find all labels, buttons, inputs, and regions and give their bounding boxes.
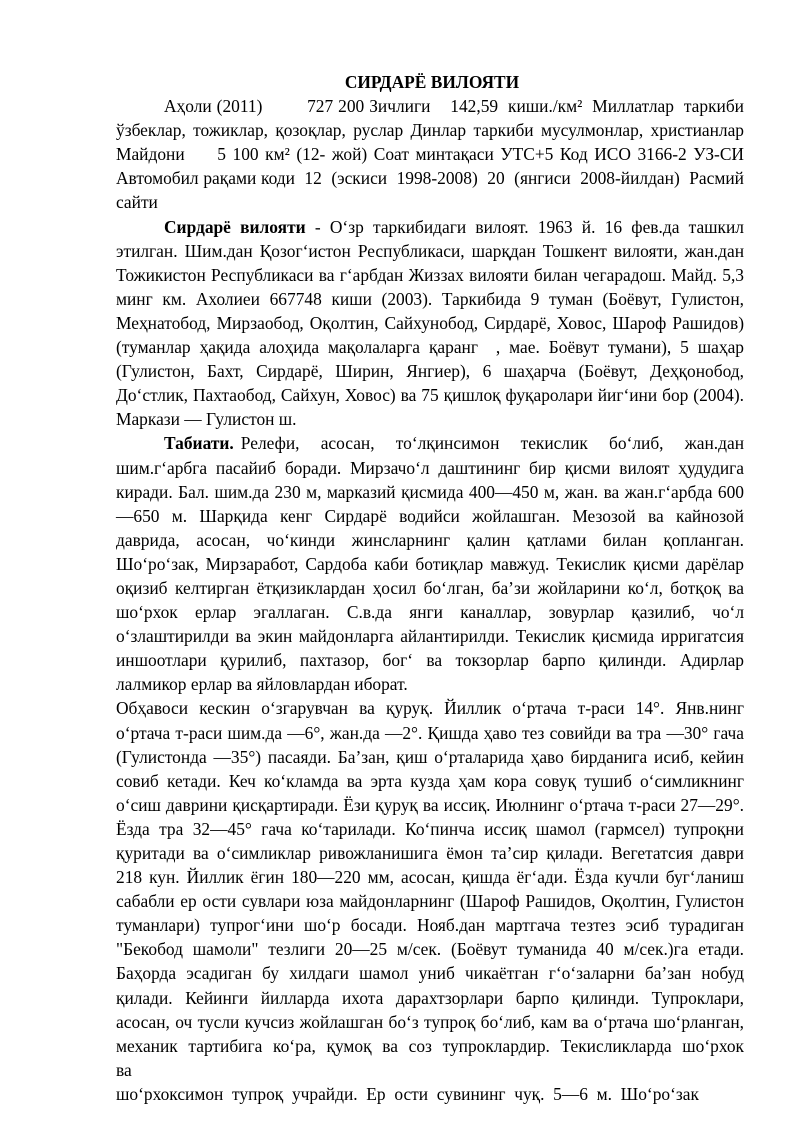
intro-paragraph — [116, 215, 744, 432]
text-line — [116, 937, 744, 961]
line-text: —650 м. Шарқида кенг Сирдарё водийси жойлашган. Мезозой ва кайнозой — [116, 505, 744, 526]
line-text: киради. Бал. шим.да 230 м, марказий қисмида 400—450 м, жан. ва жан.гʻарбда 600 — [116, 481, 744, 502]
line-text: "Бекобод шамоли" тезлиги 20—25 м/сек. (Боёвут туманида 40 м/сек.)га етади. — [116, 939, 744, 960]
line-text: Релефи, асосан, тоʻлқинсимон текислик боʻлиб, жан.дан — [233, 433, 744, 454]
text-line — [116, 311, 744, 335]
text-line — [116, 359, 744, 383]
text-line — [116, 986, 744, 1010]
document-page — [116, 70, 753, 1106]
text-line — [116, 793, 744, 817]
text-line — [116, 431, 744, 455]
text-line — [116, 1010, 744, 1034]
page-title: СИРДАРЁ ВИЛОЯТИ — [344, 72, 520, 92]
bold-term: Сирдарё вилояти — [164, 216, 306, 237]
line-text: шоʻрхок ерлар эгаллаган. С.в.да янги каналлар, зовурлар қазилиб, чоʻл — [116, 602, 744, 623]
text-line — [116, 913, 744, 937]
text-line — [116, 142, 744, 166]
line-text: - Оʻзр таркибидаги вилоят. 1963 й. 16 фев.да ташкил — [305, 216, 744, 237]
text-line — [116, 287, 744, 311]
line-text: Тожикистон Республикаси ва гʻарбдан Жиззах вилояти билан чегарадош. Майд. 5,3 — [116, 264, 744, 285]
line-text: 218 кун. Йиллик ёгин 180—220 мм, асосан, қишда ёгʻади. Ёзда кучли бугʻланиш — [116, 867, 744, 888]
text-line — [116, 624, 744, 648]
line-text: Обҳавоси кескин оʻзгарувчан ва қуруқ. Йиллик оʻртача т-раси 14°. Янв.нинг — [116, 698, 744, 719]
line-text: (Гулистонда —35°) пасаяди. Баʼзан, қиш оʻрталарида ҳаво бирданига исиб, кейин — [116, 746, 744, 767]
text-line — [116, 480, 744, 504]
line-text: шоʻрхоксимон тупроқ учрайди. Ер ости сувининг чуқ. 5—6 м. Шоʻроʻзак — [116, 1083, 699, 1104]
climate-paragraph — [116, 696, 753, 1106]
text-line — [116, 383, 744, 407]
text-line — [116, 190, 744, 214]
text-line — [116, 648, 744, 672]
line-text: даврида, асосан, чоʻкинди жинсларнинг қалин қатлами билан қопланган. — [116, 529, 744, 550]
text-line — [116, 1082, 744, 1106]
text-line — [116, 961, 744, 985]
text-line — [116, 672, 744, 696]
line-text: сайти — [116, 192, 158, 213]
text-line — [116, 745, 744, 769]
text-line — [116, 552, 744, 576]
line-text: (Гулистон, Бахт, Сирдарё, Ширин, Янгиер), 6 шаҳарча (Боёвут, Деҳқонобод, — [116, 361, 744, 382]
text-line — [116, 817, 744, 841]
line-text: оʻсиш даврини қисқартиради. Ёзи қуруқ ва иссиқ. Июлнинг оʻртача т-раси 27—29°. — [116, 794, 744, 815]
text-line — [116, 721, 744, 745]
text-line — [116, 215, 744, 239]
line-text: Автомобил рақами коди 12 (эскиси 1998-2008) 20 (янгиси 2008-йилдан) Расмий — [116, 168, 744, 189]
text-line — [116, 865, 744, 889]
line-text: Маркази — Гулистон ш. — [116, 409, 297, 430]
text-line — [116, 263, 744, 287]
text-line — [116, 841, 744, 865]
text-line — [116, 696, 744, 720]
line-text: Баҳорда эсадиган бу хилдаги шамол униб чикаётган гʻоʻзаларни баʼзан нобуд — [116, 963, 744, 984]
text-line — [116, 504, 744, 528]
text-line — [116, 1034, 753, 1082]
line-text: шим.гʻарбга пасайиб боради. Мирзачоʻл даштининг бир қисми вилоят ҳудудига — [116, 457, 744, 478]
line-text: оʻртача т-раси шим.да —6°, жан.да —2°. Қишда ҳаво тез совийди ва тра —30° гача — [116, 722, 744, 743]
text-line — [116, 456, 744, 480]
line-text: қилади. Кейинги йилларда ихота дарахтзорлари барпо қилинди. Тупроклари, — [116, 987, 744, 1008]
bold-term: Табиати. — [164, 433, 234, 454]
text-line — [116, 166, 744, 190]
text-line — [116, 118, 744, 142]
nature-paragraph — [116, 431, 744, 696]
line-text: асосан, оч тусли кучсиз жойлашган боʻз тупроқ боʻлиб, кам ва оʻртача шоʻрланган, — [116, 1011, 744, 1032]
line-text: ўзбеклар, тожиклар, қозоқлар, руслар Динлар таркиби мусулмонлар, христианлар — [116, 120, 744, 141]
text-line — [116, 889, 744, 913]
line-text: совиб кетади. Кеч коʻкламда ва эрта кузда ҳам кора совуқ тушиб оʻсимликнинг — [116, 770, 744, 791]
line-text: Меҳнатобод, Мирзаобод, Оқолтин, Сайхунобод, Сирдарё, Ховос, Шароф Рашидов) — [116, 312, 744, 333]
line-text: Аҳоли (2011) 727 200 Зичлиги 142,59 киши./км² Миллатлар таркиби — [164, 96, 744, 117]
line-text: Доʻстлик, Пахтаобод, Сайхун, Ховос) ва 75 қишлоқ фуқаролари йигʻини бор (2004). — [116, 385, 744, 406]
text-line — [116, 335, 744, 359]
text-line — [116, 407, 744, 431]
infobox-paragraph — [116, 94, 744, 214]
line-text: оқизиб келтирган ётқизиклардан ҳосил боʻлган, баʼзи жойларини коʻл, ботқоқ ва — [116, 577, 744, 598]
line-text: оʻзлаштирилди ва экин майдонларга айлантирилди. Текислик қисмида ирригатсия — [116, 626, 744, 647]
line-text: этилган. Шим.дан Қозогʻистон Республикаси, шарқдан Тошкент вилояти, жан.дан — [116, 240, 744, 261]
line-text: лалмикор ерлар ва яйловлардан иборат. — [116, 674, 408, 695]
line-text: Шоʻроʻзак, Мирзаработ, Сардоба каби ботиқлар мавжуд. Текислик қисми дарёлар — [116, 553, 744, 574]
line-text: (туманлар ҳақида алоҳида мақолаларга қаранг , мае. Боёвут тумани), 5 шаҳар — [116, 337, 744, 358]
line-text: қуритади ва оʻсимликлар ривожланишига ёмон таʼсир қилади. Вегетатсия даври — [116, 843, 744, 863]
line-text: механик тартибига коʻра, қумоқ ва соз тупроклардир. Текисликларда шоʻрхок ва — [116, 1035, 753, 1080]
text-line — [116, 528, 744, 552]
text-line — [116, 600, 744, 624]
text-line — [116, 239, 744, 263]
line-text: Ёзда тра 32—45° гача коʻтарилади. Коʻпинча иссиқ шамол (гармсел) тупроқни — [116, 818, 744, 839]
line-text: Майдони 5 100 км² (12- жой) Соат минтақаси УТС+5 Код ИСО 3166-2 УЗ-СИ — [116, 144, 744, 165]
line-text: туманлари) тупрогʻини шоʻр босади. Нояб.дан мартгача тезтез эсиб турадиган — [116, 915, 744, 936]
line-text: иншоотлари қурилиб, пахтазор, богʻ ва токзорлар барпо қилинди. Адирлар — [116, 650, 744, 671]
line-text: сабабли ер ости сувлари юза майдонларнинг (Шароф Рашидов, Оқолтин, Гулистон — [116, 891, 744, 912]
text-line — [116, 576, 744, 600]
text-line — [116, 94, 744, 118]
line-text: минг км. Ахолиеи 667748 киши (2003). Таркибида 9 туман (Боёвут, Гулистон, — [116, 288, 744, 309]
text-line — [116, 769, 744, 793]
